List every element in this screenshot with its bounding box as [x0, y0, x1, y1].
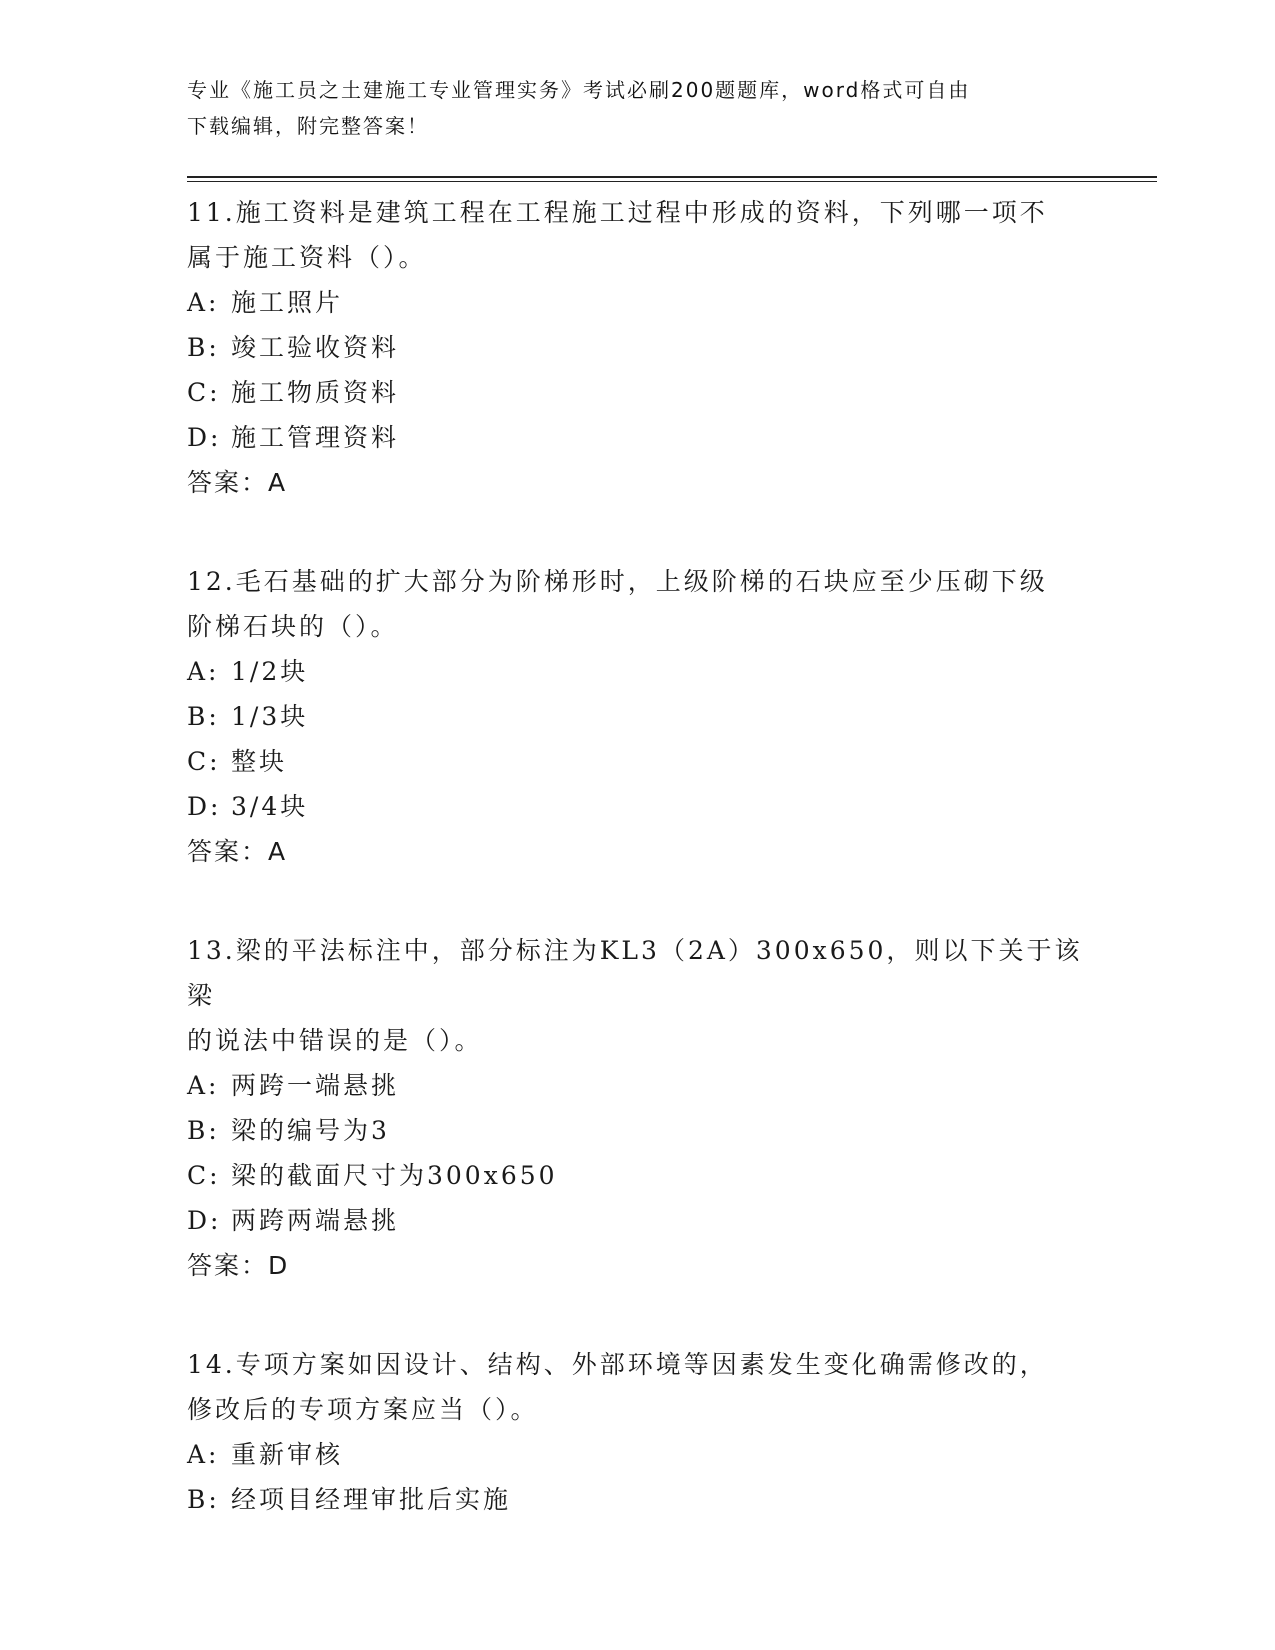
option-key: D:	[187, 423, 222, 452]
header-line-1: 专业《施工员之土建施工专业管理实务》考试必刷200题题库，word格式可自由	[187, 78, 971, 102]
option-b	[187, 1108, 1087, 1153]
document-header	[187, 72, 1087, 144]
question-list	[187, 190, 1087, 1576]
option-d	[187, 1198, 1087, 1243]
header-divider	[187, 176, 1157, 178]
option-text: 整块	[231, 747, 288, 776]
option-b	[187, 694, 1087, 739]
option-key: A:	[187, 288, 220, 317]
option-text: 施工管理资料	[231, 423, 400, 452]
option-key: B:	[187, 1116, 220, 1145]
option-a	[187, 280, 1087, 325]
option-text: 梁的截面尺寸为300x650	[231, 1161, 558, 1190]
option-key: A:	[187, 1440, 220, 1469]
option-text: 经项目经理审批后实施	[231, 1485, 512, 1514]
question-stem: 14.专项方案如因设计、结构、外部环境等因素发生变化确需修改的，	[187, 1350, 1048, 1379]
question-stem-continued: 修改后的专项方案应当（）。	[187, 1395, 539, 1424]
question-stem: 11.施工资料是建筑工程在工程施工过程中形成的资料，下列哪一项不	[187, 198, 1048, 227]
option-a	[187, 1063, 1087, 1108]
option-a	[187, 1432, 1087, 1477]
question-stem: 13.梁的平法标注中，部分标注为KL3（2A）300x650，则以下关于该梁	[187, 936, 1083, 1010]
option-b	[187, 325, 1087, 370]
question-12	[187, 559, 1087, 874]
option-key: D:	[187, 792, 222, 821]
option-text: 重新审核	[231, 1440, 344, 1469]
answer: 答案：A	[187, 837, 288, 866]
option-key: C:	[187, 1161, 221, 1190]
answer: 答案：A	[187, 468, 288, 497]
option-c	[187, 739, 1087, 784]
option-text: 施工物质资料	[231, 378, 400, 407]
question-stem-continued: 属于施工资料（）。	[187, 243, 427, 272]
header-line-2: 下载编辑，附完整答案！	[187, 114, 429, 138]
option-text: 两跨两端悬挑	[231, 1206, 400, 1235]
answer: 答案：D	[187, 1251, 290, 1280]
option-text: 1/3块	[231, 702, 309, 731]
question-14	[187, 1342, 1087, 1522]
option-a	[187, 649, 1087, 694]
option-b	[187, 1477, 1087, 1522]
question-stem-continued: 的说法中错误的是（）。	[187, 1026, 483, 1055]
option-key: B:	[187, 702, 220, 731]
option-c	[187, 1153, 1087, 1198]
option-d	[187, 415, 1087, 460]
question-11	[187, 190, 1087, 505]
option-key: C:	[187, 747, 221, 776]
option-text: 两跨一端悬挑	[231, 1071, 400, 1100]
option-d	[187, 784, 1087, 829]
option-text: 3/4块	[231, 792, 309, 821]
option-key: B:	[187, 333, 220, 362]
option-text: 施工照片	[231, 288, 344, 317]
option-text: 梁的编号为3	[231, 1116, 390, 1145]
question-13	[187, 928, 1087, 1288]
option-key: A:	[187, 1071, 220, 1100]
option-c	[187, 370, 1087, 415]
option-key: B:	[187, 1485, 220, 1514]
question-stem: 12.毛石基础的扩大部分为阶梯形时，上级阶梯的石块应至少压砌下级	[187, 567, 1048, 596]
option-text: 1/2块	[231, 657, 309, 686]
header-divider-thin	[187, 181, 1157, 182]
option-text: 竣工验收资料	[231, 333, 400, 362]
option-key: A:	[187, 657, 220, 686]
question-stem-continued: 阶梯石块的（）。	[187, 612, 399, 641]
option-key: C:	[187, 378, 221, 407]
option-key: D:	[187, 1206, 222, 1235]
